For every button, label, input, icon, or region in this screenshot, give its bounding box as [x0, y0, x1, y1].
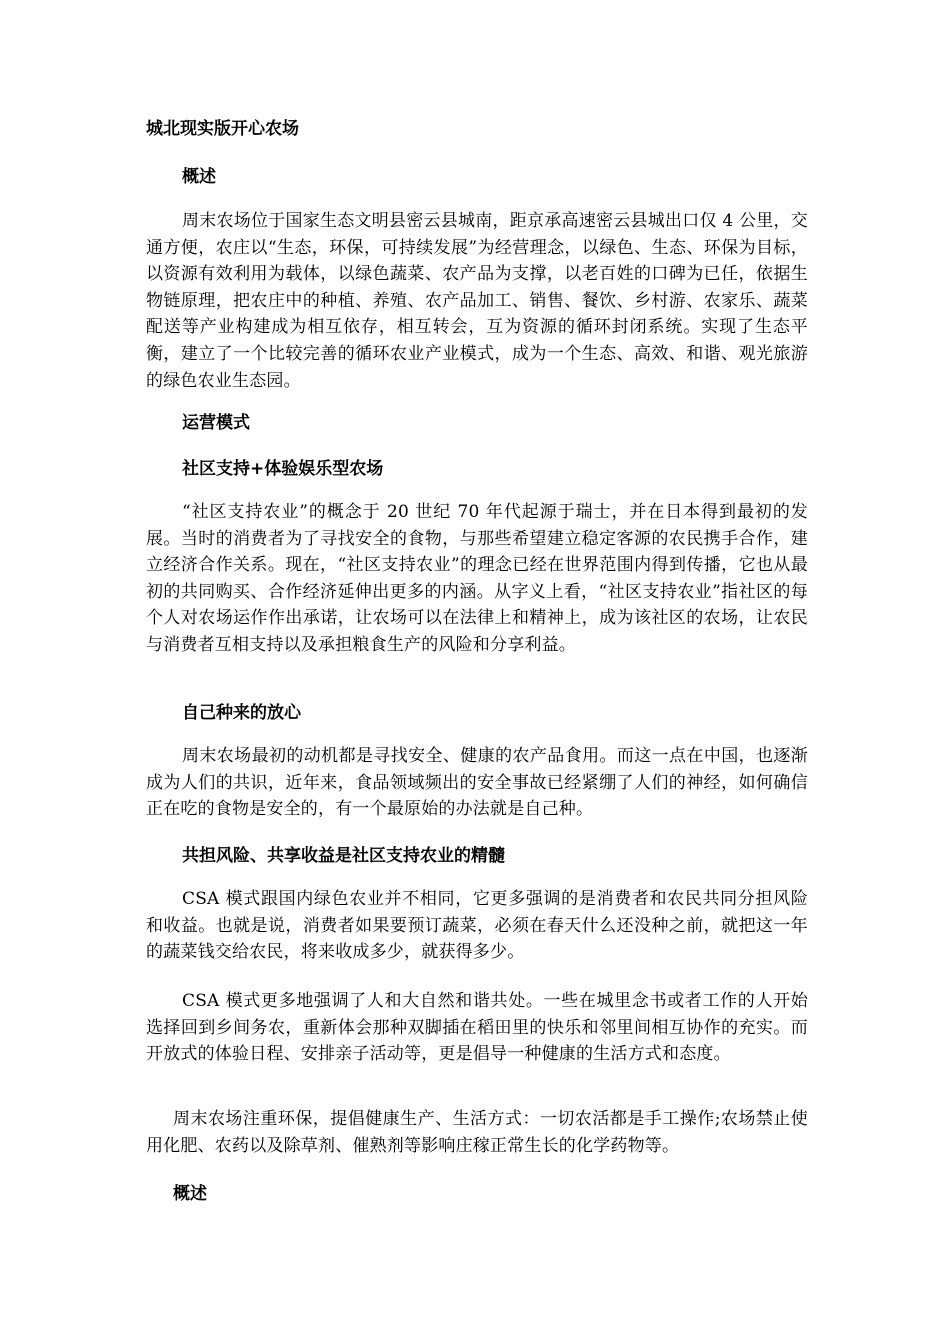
- overview-paragraph: 周末农场位于国家生态文明县密云县城南，距京承高速密云县城出口仅 4 公里，交通方便，农庄以“生态，环保，可持续发展”为经营理念，以绿色、生态、环保为目标，以资源有效利用为载体，以绿色蔬菜、农产品为支撑，以老百姓的口碑为已任，依据生物链原理，把农庄中的种植、养殖、农产品加工、销售、餐饮、乡村游、农家乐、蔬菜配送等产业构建成为相互依存，相互转会，互为资源的循环封闭系统。实现了生态平衡，建立了一个比较完善的循环农业产业模式，成为一个生态、高效、和谐、观光旅游的绿色农业生态园。: [146, 211, 808, 391]
- shared-risk-paragraph-1: CSA 模式跟国内绿色农业并不相同，它更多强调的是消费者和农民共同分担风险和收益。也就是说，消费者如果要预订蔬菜，必须在春天什么还没种之前，就把这一年的蔬菜钱交给农民，将来收成多少，就获得多少。: [146, 889, 808, 963]
- document-title: 城北现实版开心农场: [146, 119, 299, 139]
- self-grown-paragraph: 周末农场最初的动机都是寻找安全、健康的农产品食用。而这一点在中国，也逐渐成为人们的共识，近年来，食品领域频出的安全事故已经紧绷了人们的神经，如何确信正在吃的食物是安全的，有一个最原始的办法就是自己种。: [146, 746, 808, 820]
- section-heading-overview-2: 概述: [173, 1184, 207, 1204]
- environment-paragraph: 周末农场注重环保，提倡健康生产、生活方式：一切农活都是手工操作;农场禁止使用化肥、农药以及除草剂、催熟剂等影响庄稼正常生长的化学药物等。: [146, 1109, 808, 1156]
- shared-risk-paragraph-2: CSA 模式更多地强调了人和大自然和谐共处。一些在城里念书或者工作的人开始选择回到乡间务农，重新体会那种双脚插在稻田里的快乐和邻里间相互协作的充实。而开放式的体验日程、安排亲子活动等，更是倡导一种健康的生活方式和态度。: [146, 991, 808, 1065]
- section-heading-operation: 运营模式: [182, 413, 250, 433]
- section-heading-overview: 概述: [182, 167, 216, 187]
- section-heading-community: 社区支持+体验娱乐型农场: [182, 459, 384, 479]
- section-heading-self-grown: 自己种来的放心: [182, 703, 301, 723]
- community-paragraph: “社区支持农业”的概念于 20 世纪 70 年代起源于瑞士，并在日本得到最初的发展。当时的消费者为了寻找安全的食物，与那些希望建立稳定客源的农民携手合作，建立经济合作关系。现在，“社区支持农业”的理念已经在世界范围内得到传播，它也从最初的共同购买、合作经济延伸出更多的内涵。从字义上看，“社区支持农业”指社区的每个人对农场运作作出承诺，让农场可以在法律上和精神上，成为该社区的农场，让农民与消费者互相支持以及承担粮食生产的风险和分享利益。: [146, 502, 808, 655]
- section-heading-shared-risk: 共担风险、共享收益是社区支持农业的精髓: [182, 846, 505, 866]
